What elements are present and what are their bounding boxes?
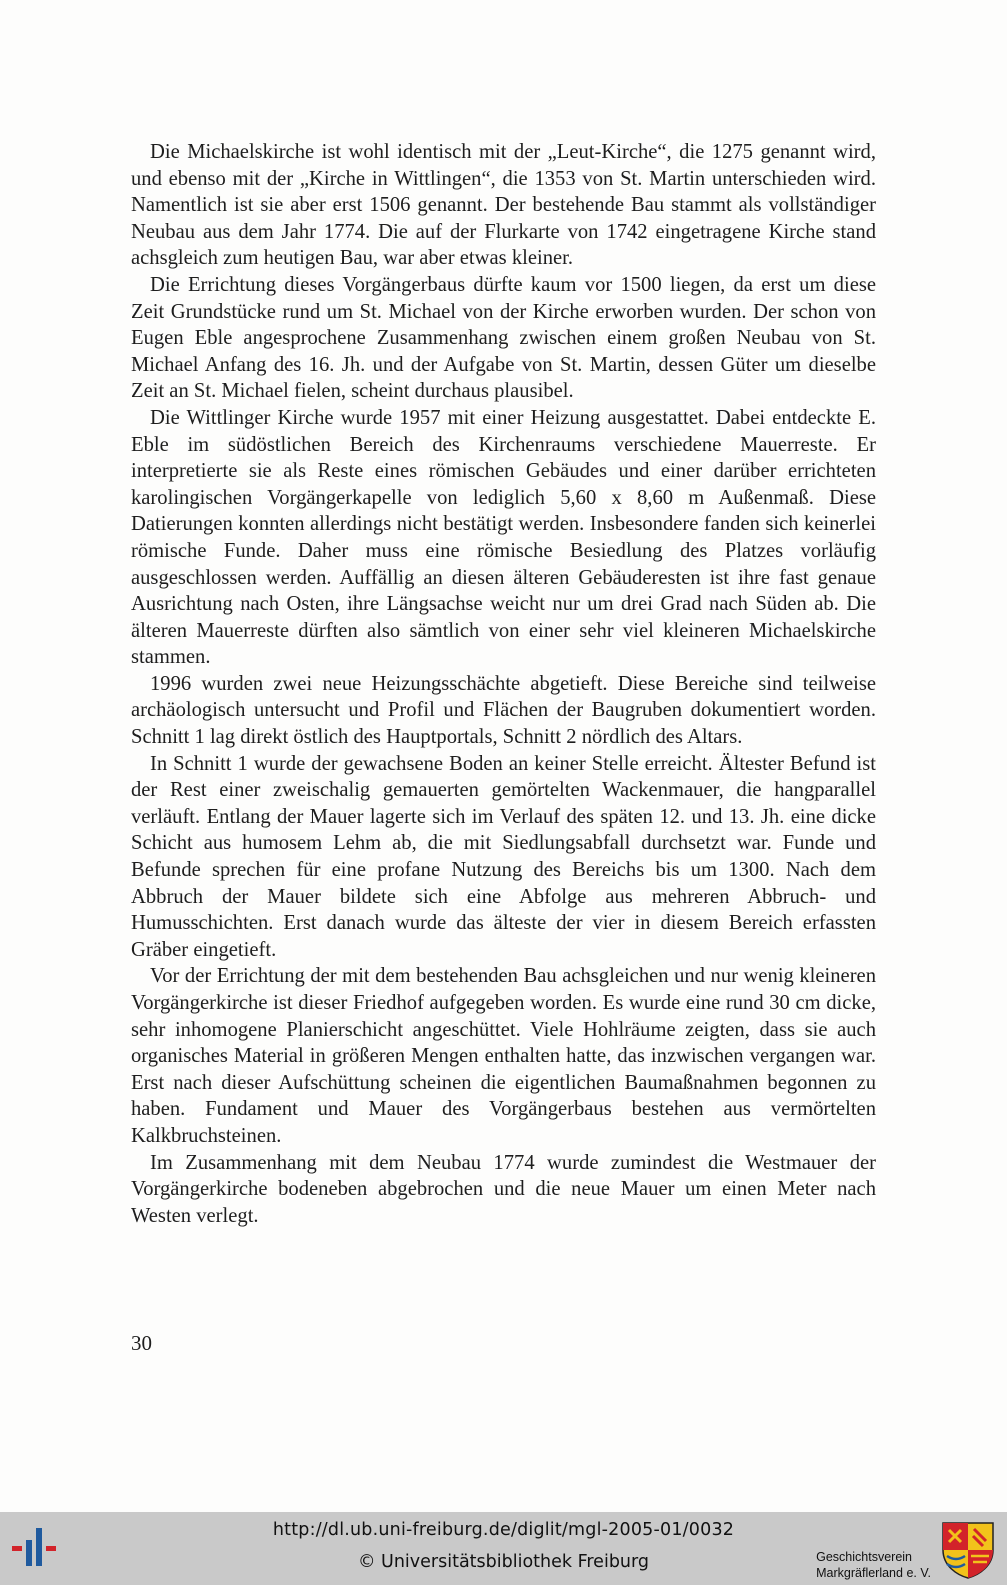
paragraph-4: 1996 wurden zwei neue Heizungsschächte abgetieft. Diese Bereiche sind teilweise archäologisch untersucht und Profil und Flächen der Baugruben dokumentiert worden. Schnitt 1 lag direkt östlich des Hauptportals, Schnitt 2 nördlich des Altars.	[131, 672, 876, 749]
society-name	[816, 1549, 931, 1581]
paragraph-3: Die Wittlinger Kirche wurde 1957 mit einer Heizung ausgestattet. Dabei entdeckte E. Eble im südöstlichen Bereich des Kirchenraums verschiedene Mauerreste. Er interpretierte sie als Reste eines römischen Gebäudes und einer darüber errichteten karolingischen Vorgängerkapelle von lediglich 5,60 x 8,60 m Außenmaß. Diese Datierungen konnten allerdings nicht bestätigt werden. Insbesondere fanden sich keinerlei römische Funde. Daher muss eine römische Besiedlung des Platzes vorläufig ausgeschlossen werden. Auffällig an diesen älteren Gebäuderesten ist ihre fast genaue Ausrichtung nach Osten, ihre Längsachse weicht nur um drei Grad nach Süden ab. Die älteren Mauerreste dürften also sämtlich von einer sehr viel kleineren Michaelskirche stammen.	[131, 406, 876, 669]
paragraph-7: Im Zusammenhang mit dem Neubau 1774 wurde zumindest die Westmauer der Vorgängerkirche bodeneben abgebrochen und die neue Mauer um einen Meter nach Westen verlegt.	[131, 1151, 876, 1227]
paragraph-1: Die Michaelskirche ist wohl identisch mit der „Leut-Kirche“, die 1275 genannt wird, und ebenso mit der „Kirche in Wittlingen“, die 1353 von St. Martin unterschieden wird. Namentlich ist sie aber erst 1506 genannt. Der bestehende Bau stammt als vollständiger Neubau aus dem Jahr 1774. Die auf der Flurkarte von 1742 eingetragene Kirche stand achsgleich zum heutigen Bau, war aber etwas kleiner.	[131, 141, 876, 270]
body-text	[131, 139, 876, 1229]
society-name-line-1: Geschichtsverein	[816, 1550, 912, 1564]
copyright-notice: © Universitätsbibliothek Freiburg	[357, 1552, 650, 1572]
society-name-line-2: Markgräflerland e. V.	[816, 1566, 931, 1580]
permalink-url[interactable]: http://dl.ub.uni-freiburg.de/diglit/mgl-2005-01/0032	[272, 1520, 735, 1540]
paragraph-2: Die Errichtung dieses Vorgängerbaus dürfte kaum vor 1500 liegen, da erst um diese Zeit Grundstücke rund um St. Michael von der Kirche erworben wurden. Der schon von Eugen Eble angesprochene Zusammenhang zwischen einem großen Neubau von St. Michael Anfang des 16. Jh. und der Aufgabe von St. Martin, dessen Güter um dieselbe Zeit an St. Michael fielen, scheint durchaus plausibel.	[131, 273, 876, 403]
page-number: 30	[131, 1331, 152, 1355]
paragraph-5: In Schnitt 1 wurde der gewachsene Boden an keiner Stelle erreicht. Ältester Befund ist der Rest einer zweischalig gemauerten gemörtelten Wackenmauer, die hangparallel verläuft. Entlang der Mauer lagerte sich im Verlauf des späten 12. und 13. Jh. eine dicke Schicht aus humosem Lehm ab, die mit Siedlungsabfall durchsetzt war. Funde und Befunde sprechen für eine profane Nutzung des Bereichs bis um 1300. Nach dem Abbruch der Mauer bildete sich eine Abfolge aus mehreren Abbruch- und Humusschichten. Erst danach wurde das älteste der vier in diesem Bereich erfassten Gräber eingetieft.	[131, 752, 876, 961]
viewer-footer	[0, 1512, 1007, 1585]
geschichtsverein-crest-icon[interactable]	[939, 1520, 997, 1580]
paragraph-6: Vor der Errichtung der mit dem bestehenden Bau achsgleichen und nur wenig kleineren Vorgängerkirche ist dieser Friedhof aufgegeben worden. Es wurde eine rund 30 cm dicke, sehr inhomogene Planierschicht angeschüttet. Viele Hohlräume zeigten, dass sie auch organisches Material in größeren Mengen enthalten hatte, das inzwischen vergangen war. Erst nach dieser Aufschüttung scheinen die eigentlichen Baumaßnahmen begonnen zu haben. Fundament und Mauer des Vorgängerbaus bestehen aus vermörtelten Kalkbruchsteinen.	[131, 965, 876, 1147]
